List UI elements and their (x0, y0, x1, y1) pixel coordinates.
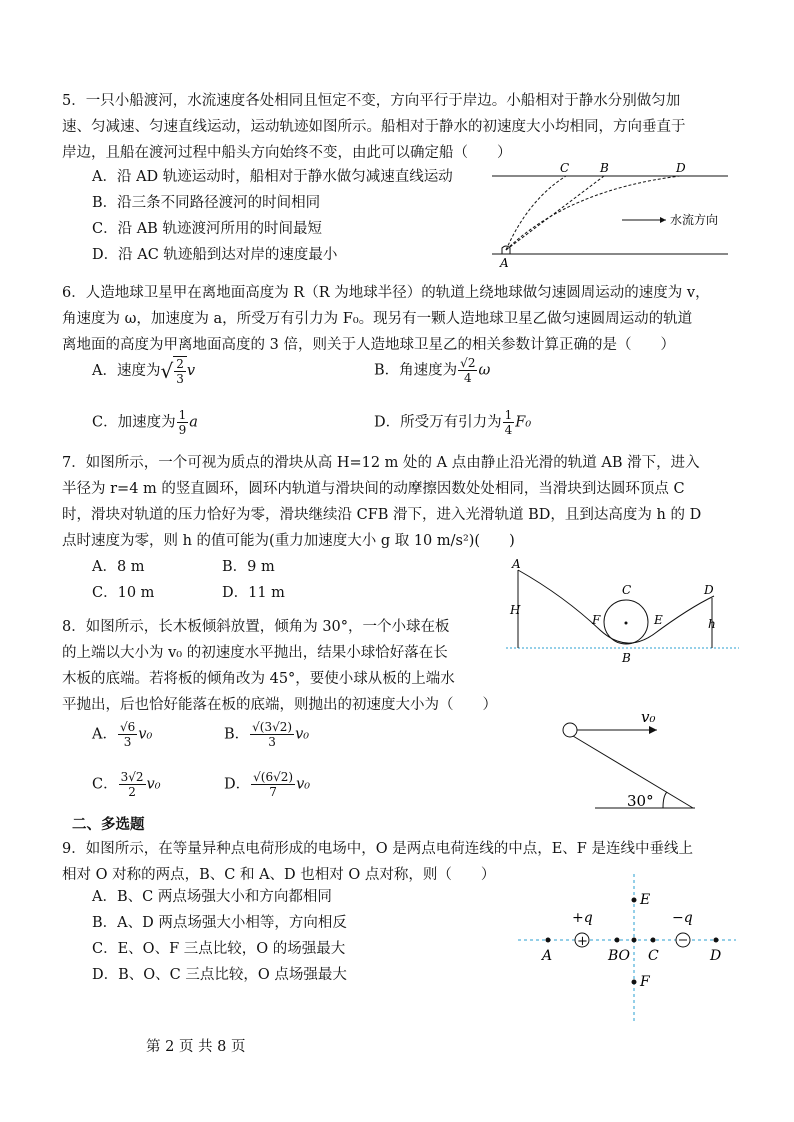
q8-ball (563, 723, 577, 737)
q9-label-e: E (640, 892, 651, 908)
q8-angle-label: 30° (627, 792, 654, 810)
q9-option-c: C．E、O、F 三点比较，O 的场强最大 (92, 941, 346, 957)
q5-path-ad (506, 176, 680, 250)
q7-stem-line4: 点时速度为零，则 h 的值可能为(重力加速度大小 g 取 10 m/s²)( ) (62, 533, 515, 549)
q5-figure (488, 160, 738, 270)
q5-stem-line2: 速、匀减速、匀速直线运动，运动轨迹如图所示。船相对于静水的初速度大小均相同，方向垂直于 (62, 119, 686, 135)
q6-option-a: A．速度为 √ $\frac{2}{3}$ v (92, 357, 196, 386)
q9-label-plus-q: +q (572, 910, 593, 926)
q8-option-a: A． $\frac{√6}{3}$ v₀ (92, 720, 153, 749)
q9-stem-line1: 9．如图所示，在等量异种点电荷形成的电场中，O 是两点电荷连线的中点，E、F 是连线中垂线上 (62, 841, 693, 857)
q5-options (92, 164, 453, 268)
q5-option-b: B．沿三条不同路径渡河的时间相同 (92, 195, 321, 211)
question-5 (62, 88, 752, 166)
q7-track (518, 570, 714, 643)
q8-option-c: C． $\frac{3√2}{2}$ v₀ (92, 770, 161, 799)
page-footer: 第 2 页 共 8 页 (146, 1039, 246, 1055)
q6-stem-line1: 6．人造地球卫星甲在离地面高度为 R（R 为地球半径）的轨道上绕地球做匀速圆周运动的速度为 v， (62, 285, 710, 301)
q5-stem-line3: 岸边，且船在渡河过程中船头方向始终不变，由此可以确定船（ ） (62, 145, 512, 161)
q5-label-b: B (600, 161, 609, 175)
q6-stem-line2: 角速度为 ω，加速度为 a，所受万有引力为 F₀。现另有一颗人造地球卫星乙做匀速圆周运动的轨道 (62, 311, 693, 327)
q7-stem-line3: 时，滑块对轨道的压力恰好为零，滑块继续沿 CFB 滑下，进入光滑轨道 BD，且到达高度为 h 的 D (62, 507, 702, 523)
q8-velocity-arrowhead (649, 726, 657, 734)
q9-label-bo: BO (608, 948, 631, 964)
q8-option-d: D． $\frac{√(6√2)}{7}$ v₀ (224, 770, 311, 799)
q8-stem-line2: 的上端以大小为 v₀ 的初速度水平抛出，结果小球恰好落在长 (62, 645, 448, 661)
q5-path-ab (506, 176, 604, 250)
q9-point-o (632, 938, 637, 943)
q5-flow-arrowhead (660, 217, 666, 223)
q9-options (92, 884, 347, 988)
q9-point-b (615, 938, 620, 943)
q8-option-b: B． $\frac{√(3√2)}{3}$ v₀ (224, 720, 310, 749)
q6-option-b: B．角速度为 $\frac{√2}{4}$ ω (374, 356, 491, 385)
q6-option-d: D．所受万有引力为 $\frac{1}{4}$ F₀ (374, 408, 532, 437)
q7-stem-line1: 7．如图所示，一个可视为质点的滑块从高 H=12 m 处的 A 点由静止沿光滑的轨道 AB 滑下，进入 (62, 455, 700, 471)
q8-stem-line1: 8．如图所示，长木板倾斜放置，倾角为 30°，一个小球在板 (62, 619, 450, 635)
q6-stem-line3: 离地面的高度为甲离地面高度的 3 倍，则关于人造地球卫星乙的相关参数计算正确的是（ ） (62, 337, 675, 353)
q7-label-f: F (592, 613, 601, 627)
q9-label-minus-q: −q (672, 910, 693, 926)
q5-label-d: D (676, 161, 686, 175)
q9-label-a: A (542, 948, 553, 964)
q7-loop-center (625, 622, 628, 625)
q7-options (92, 554, 285, 606)
q7-label-e: E (654, 613, 663, 627)
q9-label-c: C (648, 948, 659, 964)
q5-option-c: C．沿 AB 轨迹渡河所用的时间最短 (92, 221, 322, 237)
q9-stem-line2: 相对 O 对称的两点，B、C 和 A、D 也相对 O 点对称，则（ ） (62, 867, 496, 883)
q9-option-d: D．B、O、C 三点比较，O 点场强最大 (92, 967, 347, 983)
q9-plus-sign-icon: + (577, 934, 588, 949)
q9-point-d (714, 938, 719, 943)
q8-stem-line3: 木板的底端。若将板的倾角改为 45°，要使小球从板的上端水 (62, 671, 455, 687)
q5-option-d: D．沿 AC 轨迹船到达对岸的速度最小 (92, 247, 338, 263)
q7-label-a: A (512, 557, 521, 571)
q7-label-small-h: h (708, 617, 716, 631)
q9-point-f (632, 980, 637, 985)
q7-label-d: D (704, 583, 714, 597)
question-6 (62, 280, 762, 358)
q7-option-c: C．10 m (92, 585, 155, 601)
q9-point-a (546, 938, 551, 943)
q6-sqrt: √ $\frac{2}{3}$ (160, 356, 186, 386)
q9-option-b: B．A、D 两点场强大小相等，方向相反 (92, 915, 347, 931)
q9-label-d: D (710, 948, 722, 964)
q5-label-c: C (560, 161, 570, 175)
q7-figure (504, 556, 744, 666)
q8-stem-line4: 平抛出，后也恰好能落在板的底端，则抛出的初速度大小为（ ） (62, 697, 497, 713)
q7-label-big-h: H (510, 603, 521, 617)
q5-stem-line1: 5．一只小船渡河，水流速度各处相同且恒定不变，方向平行于岸边。小船相对于静水分别做匀加 (62, 93, 681, 109)
q5-path-ac (506, 176, 566, 250)
question-7 (62, 450, 762, 554)
q7-option-d: D．11 m (222, 585, 285, 601)
q6-option-c: C．加速度为 $\frac{1}{9}$ a (92, 408, 198, 437)
q7-stem-line2: 半径为 r=4 m 的竖直圆环，圆环内轨道与滑块间的动摩擦因数处处相同，当滑块到达圆环顶点 C (62, 481, 685, 497)
q7-option-b: B．9 m (222, 559, 275, 575)
section-2-title: 二、多选题 (72, 816, 145, 833)
q9-option-a: A．B、C 两点场强大小和方向都相同 (92, 889, 332, 905)
q8-figure (555, 700, 705, 812)
q8-velocity-label: v₀ (641, 708, 656, 726)
q9-point-e (632, 898, 637, 903)
q7-label-c: C (622, 583, 632, 597)
q8-angle-arc (663, 792, 667, 808)
q7-label-b: B (622, 651, 631, 665)
q7-option-a: A．8 m (92, 559, 145, 575)
q5-flow-label: 水流方向 (670, 213, 719, 227)
q9-label-f: F (640, 974, 650, 990)
question-8 (62, 614, 502, 718)
q9-point-c (651, 938, 656, 943)
q5-option-a: A．沿 AD 轨迹运动时，船相对于静水做匀减速直线运动 (92, 169, 453, 185)
q5-label-a: A (500, 256, 509, 270)
q9-figure (514, 870, 744, 1028)
